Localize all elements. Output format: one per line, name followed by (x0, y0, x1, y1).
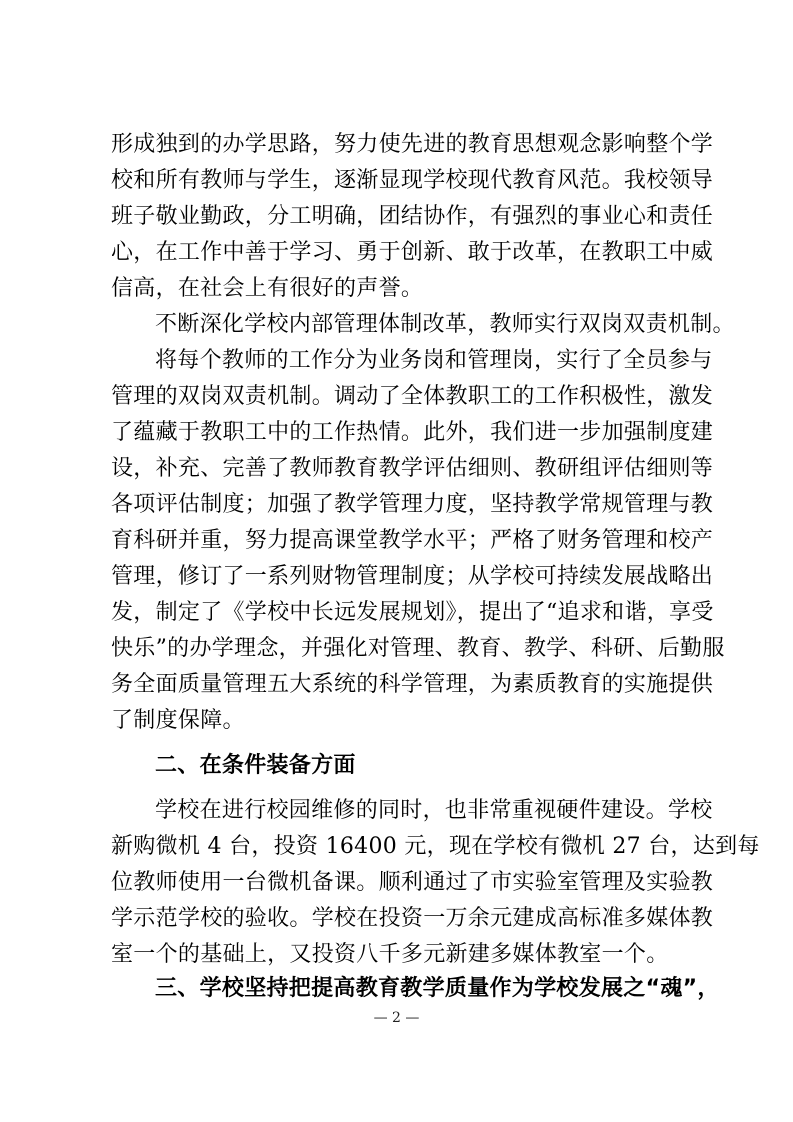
body-text-line: 位教师使用一台微机备课。顺利通过了市实验室管理及实验教 (111, 870, 714, 895)
body-text-line: 设，补充、完善了教师教育教学评估细则、教研组评估细则等 (111, 456, 714, 481)
body-text-line: 新购微机 4 台，投资 16400 元，现在学校有微机 27 台，达到每 (111, 834, 760, 859)
body-text-line: 育科研并重，努力提高课堂教学水平；严格了财务管理和校产 (111, 528, 714, 553)
body-text-line: 各项评估制度；加强了教学管理力度，坚持教学常规管理与教 (111, 492, 714, 517)
body-text-line: 将每个教师的工作分为业务岗和管理岗，实行了全员参与 (155, 348, 713, 373)
body-text-line: 管理，修订了一系列财物管理制度；从学校可持续发展战略出 (111, 564, 714, 589)
body-text-line: 不断深化学校内部管理体制改革，教师实行双岗双责机制。 (155, 312, 735, 337)
body-text-line: 了制度保障。 (111, 708, 245, 733)
body-text-line: 发，制定了《学校中长远发展规划》，提出了“追求和谐，享受 (111, 600, 714, 625)
section-heading: 三、学校坚持把提高教育教学质量作为学校发展之“魂”， (155, 976, 720, 1001)
body-text-line: 形成独到的办学思路，努力使先进的教育思想观念影响整个学 (111, 132, 714, 157)
body-text-line: 班子敬业勤政，分工明确，团结协作，有强烈的事业心和责任 (111, 204, 714, 229)
section-heading: 二、在条件装备方面 (155, 753, 356, 778)
body-text-line: 室一个的基础上，又投资八千多元新建多媒体教室一个。 (111, 942, 669, 967)
body-text-line: 学示范学校的验收。学校在投资一万余元建成高标准多媒体教 (111, 906, 714, 931)
body-text-line: 管理的双岗双责机制。调动了全体教职工的工作积极性，激发 (111, 384, 714, 409)
page-number: — 2 — (373, 1010, 420, 1026)
body-text-line: 快乐”的办学理念，并强化对管理、教育、教学、科研、后勤服 (111, 636, 725, 661)
body-text-line: 信高，在社会上有很好的声誉。 (111, 276, 424, 301)
body-text-line: 务全面质量管理五大系统的科学管理，为素质教育的实施提供 (111, 672, 714, 697)
body-text-line: 心，在工作中善于学习、勇于创新、敢于改革，在教职工中威 (111, 240, 714, 265)
body-text-line: 学校在进行校园维修的同时，也非常重视硬件建设。学校 (155, 798, 713, 823)
body-text-line: 了蕴藏于教职工中的工作热情。此外，我们进一步加强制度建 (111, 420, 714, 445)
body-text-line: 校和所有教师与学生，逐渐显现学校现代教育风范。我校领导 (111, 168, 714, 193)
